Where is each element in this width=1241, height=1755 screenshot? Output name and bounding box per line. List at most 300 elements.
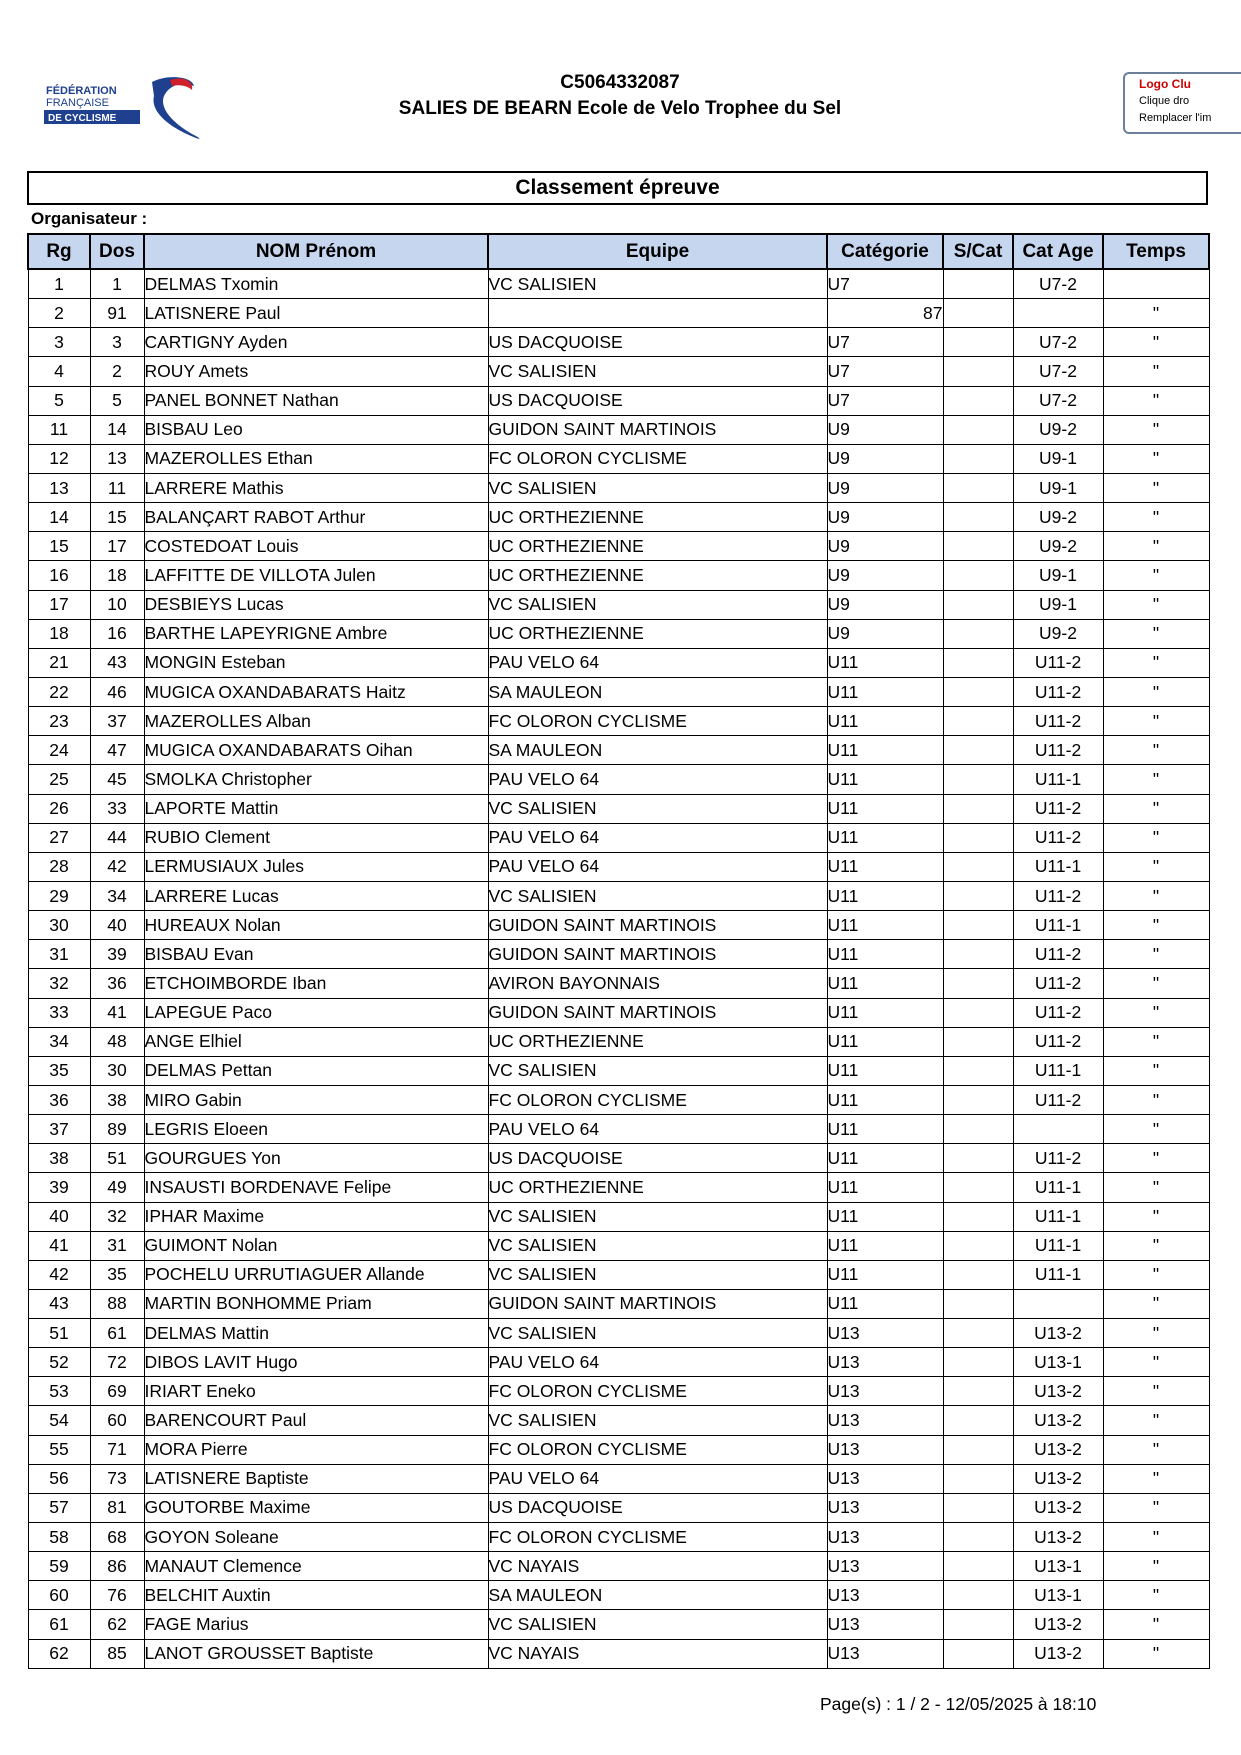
subcategory-cell: [943, 1260, 1013, 1289]
rank-cell: 21: [28, 648, 90, 677]
time-cell: ": [1103, 619, 1209, 648]
time-cell: ": [1103, 1552, 1209, 1581]
subcategory-cell: [943, 1406, 1013, 1435]
category-cell: U11: [827, 794, 943, 823]
age-category-cell: U13-2: [1013, 1377, 1103, 1406]
table-row: [28, 590, 1209, 619]
name-cell: BELCHIT Auxtin: [144, 1581, 488, 1610]
age-category-cell: U7-2: [1013, 357, 1103, 386]
bib-cell: 42: [90, 852, 144, 881]
time-cell: ": [1103, 386, 1209, 415]
table-row: [28, 1056, 1209, 1085]
category-cell: U9: [827, 444, 943, 473]
category-cell: U11: [827, 1202, 943, 1231]
rank-cell: 26: [28, 794, 90, 823]
table-row: [28, 677, 1209, 706]
name-cell: DELMAS Mattin: [144, 1319, 488, 1348]
category-cell: U11: [827, 1056, 943, 1085]
rank-cell: 39: [28, 1173, 90, 1202]
age-category-cell: U11-2: [1013, 998, 1103, 1027]
table-row: [28, 357, 1209, 386]
bib-cell: 11: [90, 473, 144, 502]
club-logo-line-1: Logo Clu: [1139, 77, 1191, 91]
column-header-nom: NOM Prénom: [144, 234, 488, 269]
subcategory-cell: [943, 1552, 1013, 1581]
table-row: [28, 1581, 1209, 1610]
table-row: [28, 969, 1209, 998]
bib-cell: 45: [90, 765, 144, 794]
category-cell: U11: [827, 911, 943, 940]
category-cell: U13: [827, 1610, 943, 1639]
team-cell: VC SALISIEN: [488, 269, 827, 299]
category-cell: U11: [827, 1231, 943, 1260]
table-row: [28, 707, 1209, 736]
bib-cell: 86: [90, 1552, 144, 1581]
subcategory-cell: [943, 619, 1013, 648]
rank-cell: 24: [28, 736, 90, 765]
subcategory-cell: [943, 852, 1013, 881]
bib-cell: 85: [90, 1639, 144, 1668]
name-cell: MANAUT Clemence: [144, 1552, 488, 1581]
team-cell: UC ORTHEZIENNE: [488, 619, 827, 648]
team-cell: VC SALISIEN: [488, 794, 827, 823]
subcategory-cell: [943, 911, 1013, 940]
table-row: [28, 1523, 1209, 1552]
rank-cell: 29: [28, 881, 90, 910]
table-row: [28, 444, 1209, 473]
time-cell: ": [1103, 1027, 1209, 1056]
name-cell: POCHELU URRUTIAGUER Allande: [144, 1260, 488, 1289]
age-category-cell: U11-1: [1013, 765, 1103, 794]
subcategory-cell: [943, 328, 1013, 357]
category-cell: U7: [827, 386, 943, 415]
subcategory-cell: [943, 1435, 1013, 1464]
time-cell: ": [1103, 648, 1209, 677]
subcategory-cell: [943, 1377, 1013, 1406]
team-cell: VC SALISIEN: [488, 1202, 827, 1231]
age-category-cell: U11-2: [1013, 648, 1103, 677]
subcategory-cell: [943, 1231, 1013, 1260]
table-row: [28, 736, 1209, 765]
bib-cell: 38: [90, 1085, 144, 1114]
name-cell: LATISNERE Baptiste: [144, 1464, 488, 1493]
age-category-cell: U13-2: [1013, 1406, 1103, 1435]
team-cell: VC SALISIEN: [488, 1056, 827, 1085]
name-cell: MUGICA OXANDABARATS Oihan: [144, 736, 488, 765]
age-category-cell: U11-2: [1013, 794, 1103, 823]
bib-cell: 47: [90, 736, 144, 765]
bib-cell: 14: [90, 415, 144, 444]
name-cell: LARRERE Mathis: [144, 473, 488, 502]
subcategory-cell: [943, 1027, 1013, 1056]
time-cell: ": [1103, 503, 1209, 532]
category-cell: U11: [827, 969, 943, 998]
name-cell: MONGIN Esteban: [144, 648, 488, 677]
name-cell: MORA Pierre: [144, 1435, 488, 1464]
name-cell: GOURGUES Yon: [144, 1144, 488, 1173]
subcategory-cell: [943, 1348, 1013, 1377]
rank-cell: 58: [28, 1523, 90, 1552]
category-cell: U11: [827, 648, 943, 677]
subcategory-cell: [943, 415, 1013, 444]
category-cell: U11: [827, 1027, 943, 1056]
rank-cell: 36: [28, 1085, 90, 1114]
time-cell: ": [1103, 1289, 1209, 1318]
column-header-scat: S/Cat: [943, 234, 1013, 269]
subcategory-cell: [943, 299, 1013, 328]
table-row: [28, 998, 1209, 1027]
table-row: [28, 328, 1209, 357]
name-cell: INSAUSTI BORDENAVE Felipe: [144, 1173, 488, 1202]
table-row: [28, 1231, 1209, 1260]
team-cell: UC ORTHEZIENNE: [488, 561, 827, 590]
bib-cell: 16: [90, 619, 144, 648]
table-row: [28, 1464, 1209, 1493]
age-category-cell: U11-2: [1013, 1144, 1103, 1173]
age-category-cell: U11-2: [1013, 1085, 1103, 1114]
time-cell: ": [1103, 940, 1209, 969]
time-cell: ": [1103, 677, 1209, 706]
age-category-cell: U11-1: [1013, 911, 1103, 940]
time-cell: ": [1103, 1464, 1209, 1493]
age-category-cell: U11-1: [1013, 1056, 1103, 1085]
age-category-cell: U7-2: [1013, 269, 1103, 299]
subcategory-cell: [943, 532, 1013, 561]
name-cell: LAFFITTE DE VILLOTA Julen: [144, 561, 488, 590]
subcategory-cell: [943, 707, 1013, 736]
age-category-cell: U7-2: [1013, 328, 1103, 357]
subcategory-cell: [943, 386, 1013, 415]
bib-cell: 72: [90, 1348, 144, 1377]
bib-cell: 35: [90, 1260, 144, 1289]
team-cell: PAU VELO 64: [488, 1348, 827, 1377]
team-cell: UC ORTHEZIENNE: [488, 532, 827, 561]
time-cell: ": [1103, 444, 1209, 473]
team-cell: FC OLORON CYCLISME: [488, 1377, 827, 1406]
age-category-cell: U11-2: [1013, 677, 1103, 706]
age-category-cell: U13-2: [1013, 1610, 1103, 1639]
rank-cell: 17: [28, 590, 90, 619]
subcategory-cell: [943, 648, 1013, 677]
age-category-cell: [1013, 1115, 1103, 1144]
age-category-cell: U11-2: [1013, 736, 1103, 765]
time-cell: ": [1103, 707, 1209, 736]
category-cell: U11: [827, 1115, 943, 1144]
subcategory-cell: [943, 1085, 1013, 1114]
name-cell: DESBIEYS Lucas: [144, 590, 488, 619]
name-cell: BARTHE LAPEYRIGNE Ambre: [144, 619, 488, 648]
rank-cell: 2: [28, 299, 90, 328]
table-row: [28, 1202, 1209, 1231]
category-cell: U7: [827, 269, 943, 299]
bib-cell: 69: [90, 1377, 144, 1406]
name-cell: SMOLKA Christopher: [144, 765, 488, 794]
category-cell: U11: [827, 1144, 943, 1173]
time-cell: ": [1103, 823, 1209, 852]
team-cell: VC SALISIEN: [488, 357, 827, 386]
name-cell: BISBAU Evan: [144, 940, 488, 969]
time-cell: ": [1103, 1348, 1209, 1377]
table-row: [28, 503, 1209, 532]
team-cell: FC OLORON CYCLISME: [488, 1523, 827, 1552]
age-category-cell: U13-2: [1013, 1435, 1103, 1464]
category-cell: U13: [827, 1464, 943, 1493]
rank-cell: 11: [28, 415, 90, 444]
rank-cell: 33: [28, 998, 90, 1027]
bib-cell: 13: [90, 444, 144, 473]
bib-cell: 51: [90, 1144, 144, 1173]
team-cell: FC OLORON CYCLISME: [488, 707, 827, 736]
category-cell: U11: [827, 1173, 943, 1202]
bib-cell: 49: [90, 1173, 144, 1202]
bib-cell: 46: [90, 677, 144, 706]
rank-cell: 18: [28, 619, 90, 648]
rank-cell: 59: [28, 1552, 90, 1581]
subcategory-cell: [943, 823, 1013, 852]
name-cell: LARRERE Lucas: [144, 881, 488, 910]
age-category-cell: U11-1: [1013, 1260, 1103, 1289]
subcategory-cell: [943, 1289, 1013, 1318]
team-cell: UC ORTHEZIENNE: [488, 1027, 827, 1056]
age-category-cell: U13-2: [1013, 1493, 1103, 1522]
organisateur-label: Organisateur :: [31, 209, 148, 228]
team-cell: US DACQUOISE: [488, 328, 827, 357]
name-cell: BARENCOURT Paul: [144, 1406, 488, 1435]
time-cell: ": [1103, 1231, 1209, 1260]
table-row: [28, 299, 1209, 328]
category-cell: U11: [827, 677, 943, 706]
bib-cell: 73: [90, 1464, 144, 1493]
rank-cell: 42: [28, 1260, 90, 1289]
category-cell: U7: [827, 328, 943, 357]
category-cell: U11: [827, 881, 943, 910]
category-cell: U13: [827, 1435, 943, 1464]
team-cell: GUIDON SAINT MARTINOIS: [488, 940, 827, 969]
subcategory-cell: [943, 269, 1013, 299]
bib-cell: 36: [90, 969, 144, 998]
column-header-rg: Rg: [28, 234, 90, 269]
team-cell: VC SALISIEN: [488, 590, 827, 619]
category-cell: U13: [827, 1377, 943, 1406]
bib-cell: 33: [90, 794, 144, 823]
name-cell: BISBAU Leo: [144, 415, 488, 444]
time-cell: ": [1103, 1435, 1209, 1464]
rank-cell: 57: [28, 1493, 90, 1522]
rank-cell: 30: [28, 911, 90, 940]
subcategory-cell: [943, 1610, 1013, 1639]
event-code: C5064332087: [560, 72, 680, 93]
rank-cell: 4: [28, 357, 90, 386]
club-logo-line-2: Clique dro: [1139, 95, 1190, 107]
bib-cell: 71: [90, 1435, 144, 1464]
time-cell: ": [1103, 1377, 1209, 1406]
time-cell: ": [1103, 1173, 1209, 1202]
name-cell: LEGRIS Eloeen: [144, 1115, 488, 1144]
rank-cell: 32: [28, 969, 90, 998]
bib-cell: 3: [90, 328, 144, 357]
subcategory-cell: [943, 1202, 1013, 1231]
team-cell: FC OLORON CYCLISME: [488, 1435, 827, 1464]
age-category-cell: U11-2: [1013, 707, 1103, 736]
category-cell: U11: [827, 998, 943, 1027]
table-row: [28, 1319, 1209, 1348]
bib-cell: 44: [90, 823, 144, 852]
category-cell: U13: [827, 1406, 943, 1435]
time-cell: ": [1103, 736, 1209, 765]
time-cell: ": [1103, 1581, 1209, 1610]
category-cell: U9: [827, 532, 943, 561]
bib-cell: 81: [90, 1493, 144, 1522]
age-category-cell: U13-1: [1013, 1581, 1103, 1610]
team-cell: UC ORTHEZIENNE: [488, 503, 827, 532]
rank-cell: 1: [28, 269, 90, 299]
category-cell: U9: [827, 561, 943, 590]
bib-cell: 89: [90, 1115, 144, 1144]
subcategory-cell: [943, 1319, 1013, 1348]
bib-cell: 30: [90, 1056, 144, 1085]
age-category-cell: U9-2: [1013, 415, 1103, 444]
category-cell: U11: [827, 1260, 943, 1289]
time-cell: ": [1103, 1523, 1209, 1552]
club-logo-placeholder[interactable]: [1123, 72, 1241, 134]
time-cell: [1103, 269, 1209, 299]
rank-cell: 40: [28, 1202, 90, 1231]
table-row: [28, 1377, 1209, 1406]
column-header-catage: Cat Age: [1013, 234, 1103, 269]
age-category-cell: U11-2: [1013, 1027, 1103, 1056]
category-cell: U11: [827, 736, 943, 765]
team-cell: UC ORTHEZIENNE: [488, 1173, 827, 1202]
time-cell: ": [1103, 1493, 1209, 1522]
table-header-row: [28, 234, 1209, 269]
table-row: [28, 852, 1209, 881]
table-row: [28, 415, 1209, 444]
club-logo-line-3: Remplacer l'im: [1139, 112, 1212, 124]
rank-cell: 5: [28, 386, 90, 415]
subcategory-cell: [943, 473, 1013, 502]
rank-cell: 43: [28, 1289, 90, 1318]
team-cell: VC SALISIEN: [488, 1406, 827, 1435]
rank-cell: 3: [28, 328, 90, 357]
category-cell: U13: [827, 1552, 943, 1581]
age-category-cell: U13-2: [1013, 1319, 1103, 1348]
table-row: [28, 881, 1209, 910]
bib-cell: 37: [90, 707, 144, 736]
age-category-cell: U11-1: [1013, 852, 1103, 881]
team-cell: VC SALISIEN: [488, 473, 827, 502]
name-cell: ROUY Amets: [144, 357, 488, 386]
name-cell: CARTIGNY Ayden: [144, 328, 488, 357]
bib-cell: 10: [90, 590, 144, 619]
column-header-dos: Dos: [90, 234, 144, 269]
name-cell: LAPORTE Mattin: [144, 794, 488, 823]
team-cell: GUIDON SAINT MARTINOIS: [488, 911, 827, 940]
age-category-cell: U9-1: [1013, 473, 1103, 502]
time-cell: ": [1103, 415, 1209, 444]
time-cell: ": [1103, 1085, 1209, 1114]
table-row: [28, 1085, 1209, 1114]
rank-cell: 23: [28, 707, 90, 736]
category-cell: U7: [827, 357, 943, 386]
name-cell: RUBIO Clement: [144, 823, 488, 852]
team-cell: SA MAULEON: [488, 677, 827, 706]
table-row: [28, 619, 1209, 648]
age-category-cell: U9-1: [1013, 444, 1103, 473]
age-category-cell: U9-2: [1013, 503, 1103, 532]
bib-cell: 88: [90, 1289, 144, 1318]
rank-cell: 34: [28, 1027, 90, 1056]
category-cell: U11: [827, 940, 943, 969]
bib-cell: 31: [90, 1231, 144, 1260]
table-row: [28, 940, 1209, 969]
category-cell: U13: [827, 1493, 943, 1522]
subcategory-cell: [943, 1115, 1013, 1144]
rank-cell: 27: [28, 823, 90, 852]
time-cell: ": [1103, 561, 1209, 590]
subcategory-cell: [943, 765, 1013, 794]
team-cell: SA MAULEON: [488, 736, 827, 765]
bib-cell: 5: [90, 386, 144, 415]
name-cell: GUIMONT Nolan: [144, 1231, 488, 1260]
team-cell: US DACQUOISE: [488, 1493, 827, 1522]
name-cell: MARTIN BONHOMME Priam: [144, 1289, 488, 1318]
table-row: [28, 1435, 1209, 1464]
bib-cell: 17: [90, 532, 144, 561]
subcategory-cell: [943, 357, 1013, 386]
category-cell: U11: [827, 765, 943, 794]
results-table: [27, 233, 1210, 1669]
age-category-cell: U11-2: [1013, 940, 1103, 969]
section-title: Classement épreuve: [27, 171, 1208, 205]
team-cell: PAU VELO 64: [488, 765, 827, 794]
time-cell: ": [1103, 969, 1209, 998]
time-cell: ": [1103, 852, 1209, 881]
team-cell: GUIDON SAINT MARTINOIS: [488, 1289, 827, 1318]
bib-cell: 60: [90, 1406, 144, 1435]
subcategory-cell: [943, 1493, 1013, 1522]
time-cell: ": [1103, 473, 1209, 502]
name-cell: DELMAS Txomin: [144, 269, 488, 299]
name-cell: GOUTORBE Maxime: [144, 1493, 488, 1522]
age-category-cell: U11-2: [1013, 881, 1103, 910]
rank-cell: 37: [28, 1115, 90, 1144]
bib-cell: 76: [90, 1581, 144, 1610]
ffc-logo-line-2: FRANÇAISE: [46, 97, 109, 109]
time-cell: ": [1103, 590, 1209, 619]
time-cell: ": [1103, 532, 1209, 561]
name-cell: IRIART Eneko: [144, 1377, 488, 1406]
rank-cell: 25: [28, 765, 90, 794]
rank-cell: 13: [28, 473, 90, 502]
team-cell: GUIDON SAINT MARTINOIS: [488, 415, 827, 444]
table-row: [28, 1610, 1209, 1639]
rank-cell: 35: [28, 1056, 90, 1085]
table-row: [28, 794, 1209, 823]
table-row: [28, 561, 1209, 590]
team-cell: FC OLORON CYCLISME: [488, 444, 827, 473]
team-cell: FC OLORON CYCLISME: [488, 1085, 827, 1114]
event-title: SALIES DE BEARN Ecole de Velo Trophee du Sel: [398, 98, 842, 119]
name-cell: BALANÇART RABOT Arthur: [144, 503, 488, 532]
rank-cell: 53: [28, 1377, 90, 1406]
table-row: [28, 648, 1209, 677]
name-cell: MAZEROLLES Alban: [144, 707, 488, 736]
table-row: [28, 1493, 1209, 1522]
category-cell: U13: [827, 1319, 943, 1348]
subcategory-cell: [943, 940, 1013, 969]
rank-cell: 61: [28, 1610, 90, 1639]
team-cell: PAU VELO 64: [488, 823, 827, 852]
